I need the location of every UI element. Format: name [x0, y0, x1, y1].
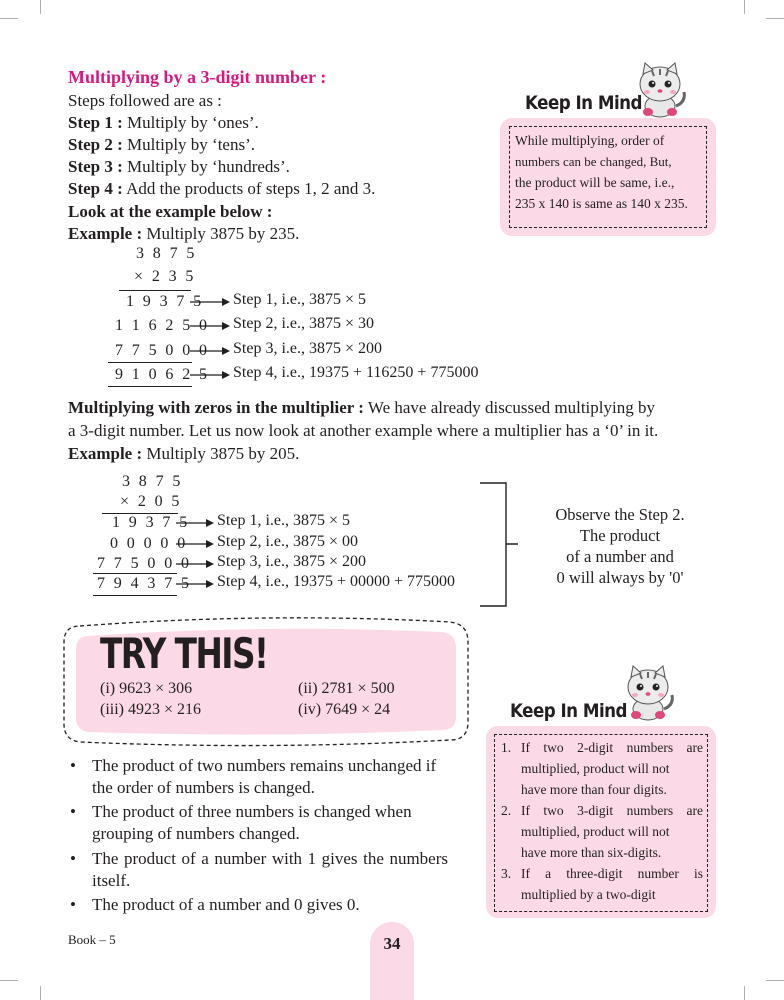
- example-text: Multiply 3875 by 205.: [142, 444, 300, 463]
- exercise-item: (iii) 4923 × 216: [100, 701, 202, 718]
- kim-line: the product will be same, i.e.,: [515, 175, 675, 190]
- multiplier: × 2 3 5: [134, 268, 196, 285]
- step-text: Add the products of steps 1, 2 and 3.: [122, 179, 376, 198]
- arrow-icon: [176, 539, 214, 549]
- crop-mark: [766, 18, 784, 19]
- keep-in-mind-title: Keep In Mind: [510, 700, 627, 722]
- observe-line: The product: [579, 526, 661, 545]
- example-line: [68, 443, 299, 465]
- step-text: Multiply by ‘hundreds’.: [122, 157, 290, 176]
- section2-paragraph-line: [68, 397, 655, 419]
- step-line: [68, 112, 259, 134]
- step-label: Step 1 :: [68, 113, 123, 132]
- step-note: Step 1, i.e., 3875 × 5: [233, 291, 367, 308]
- multiplier: × 2 0 5: [120, 493, 182, 510]
- crop-mark: [766, 980, 784, 981]
- bullet-item: • The product of a number with 1 gives the numbers itself.: [70, 849, 448, 890]
- final-product: 7 9 4 3 7 5: [97, 575, 192, 592]
- step-line: [68, 134, 255, 156]
- arrow-icon: [190, 346, 230, 356]
- section2-text-line2: a 3-digit number. Let us now look at another example where a multiplier has a ‘0’ in it.: [68, 421, 659, 440]
- step-label: Step 2 :: [68, 135, 123, 154]
- multiplicand: 3 8 7 5: [122, 473, 183, 490]
- book-label: Book – 5: [68, 932, 116, 947]
- intro-text: Steps followed are as :: [68, 91, 222, 110]
- kim-line: multiplied by a two-digit: [521, 887, 656, 902]
- kitten-mascot-icon: [632, 62, 690, 123]
- kim-line: If a three-digit number is: [521, 866, 703, 881]
- observe-line: of a number and: [566, 547, 674, 566]
- kim-line: While multiplying, order of: [515, 133, 665, 148]
- crop-mark: [40, 986, 41, 1000]
- section2-text: We have already discussed multiplying by: [363, 398, 655, 417]
- section2-heading: Multiplying with zeros in the multiplier :: [68, 398, 364, 417]
- exercise-item: (ii) 2781 × 500: [298, 680, 395, 697]
- partial-product: 1 9 3 7 5: [112, 514, 190, 531]
- bullet-item: • The product of three numbers is changed when grouping of numbers changed.: [70, 802, 412, 843]
- keep-in-mind-content: [509, 126, 707, 228]
- page-number: 34: [383, 934, 401, 953]
- step-note: Step 4, i.e., 19375 + 116250 + 775000: [233, 364, 479, 381]
- example-label: Example :: [68, 444, 143, 463]
- observe-note: [530, 504, 710, 588]
- try-this-title: TRY THIS!: [100, 629, 268, 678]
- look-text: Look at the example below :: [68, 202, 273, 221]
- partial-product: 1 1 6 2 5 0: [115, 317, 210, 334]
- calc-rule: [93, 595, 177, 596]
- calc-rule: [108, 386, 192, 387]
- kim-line: If two 2-digit numbers are: [521, 740, 703, 755]
- crop-mark: [0, 980, 18, 981]
- arrow-icon: [176, 579, 214, 589]
- kim-number: 3.: [501, 866, 512, 881]
- bullet-item: • The product of a number and 0 gives 0.: [70, 895, 360, 914]
- arrow-icon: [176, 518, 214, 528]
- step-note: Step 4, i.e., 19375 + 00000 + 775000: [217, 573, 456, 590]
- step-note: Step 3, i.e., 3875 × 200: [217, 553, 367, 570]
- final-product: 9 1 0 6 2 5: [115, 366, 210, 383]
- arrow-icon: [190, 370, 230, 380]
- example-text: Multiply 3875 by 235.: [142, 224, 300, 243]
- partial-product: 1 9 3 7 5: [126, 293, 204, 310]
- step-note: Step 2, i.e., 3875 × 30: [233, 315, 375, 332]
- kim-line: If two 3-digit numbers are: [521, 803, 703, 818]
- example-line: [68, 223, 299, 245]
- step-text: Multiply by ‘ones’.: [122, 113, 259, 132]
- keep-in-mind-content: [494, 734, 708, 912]
- partial-product: 7 7 5 0 0 0: [115, 342, 210, 359]
- arrow-icon: [190, 297, 230, 307]
- bullet-dot-icon: •: [70, 849, 76, 868]
- step-note: Step 1, i.e., 3875 × 5: [217, 512, 351, 529]
- step-line: [68, 178, 375, 200]
- kim-line: have more than four digits.: [521, 782, 667, 797]
- kim-line: multiplied, product will not: [521, 761, 670, 776]
- step-label: Step 4 :: [68, 179, 123, 198]
- calc-rule: [93, 573, 177, 574]
- crop-mark: [744, 986, 745, 1000]
- step-label: Step 3 :: [68, 157, 123, 176]
- kim-line: numbers can be changed, But,: [515, 154, 672, 169]
- kim-number: 2.: [501, 803, 512, 818]
- exercise-item: (i) 9623 × 306: [100, 680, 193, 697]
- keep-in-mind-title: Keep In Mind: [525, 92, 642, 114]
- crop-mark: [40, 0, 41, 14]
- calc-rule: [108, 362, 192, 363]
- arrow-icon: [190, 321, 230, 331]
- bracket: [480, 482, 520, 613]
- bullet-dot-icon: •: [70, 756, 76, 775]
- calc-rule: [119, 290, 191, 291]
- kim-line: have more than six-digits.: [521, 845, 662, 860]
- partial-product: 0 0 0 0 0: [110, 535, 188, 552]
- kitten-mascot-icon: [620, 665, 678, 726]
- section-heading: Multiplying by a 3-digit number :: [68, 67, 327, 87]
- exercise-item: (iv) 7649 × 24: [298, 701, 391, 718]
- crop-mark: [744, 0, 745, 14]
- crop-mark: [0, 18, 18, 19]
- step-note: Step 3, i.e., 3875 × 200: [233, 340, 383, 357]
- arrow-icon: [176, 559, 214, 569]
- observe-line: 0 will always by '0': [556, 568, 684, 587]
- kim-line: multiplied, product will not: [521, 824, 670, 839]
- example-label: Example :: [68, 224, 143, 243]
- kim-line: 235 x 140 is same as 140 x 235.: [515, 196, 688, 211]
- bullet-dot-icon: •: [70, 895, 76, 914]
- bullet-item: • The product of two numbers remains unchanged if the order of numbers is changed.: [70, 756, 437, 797]
- kim-number: 1.: [501, 740, 512, 755]
- step-line: [68, 156, 290, 178]
- multiplicand: 3 8 7 5: [136, 245, 197, 262]
- observe-line: Observe the Step 2.: [555, 505, 685, 524]
- bullet-dot-icon: •: [70, 802, 76, 821]
- step-text: Multiply by ‘tens’.: [122, 135, 255, 154]
- partial-product: 7 7 5 0 0 0: [97, 555, 192, 572]
- step-note: Step 2, i.e., 3875 × 00: [217, 533, 359, 550]
